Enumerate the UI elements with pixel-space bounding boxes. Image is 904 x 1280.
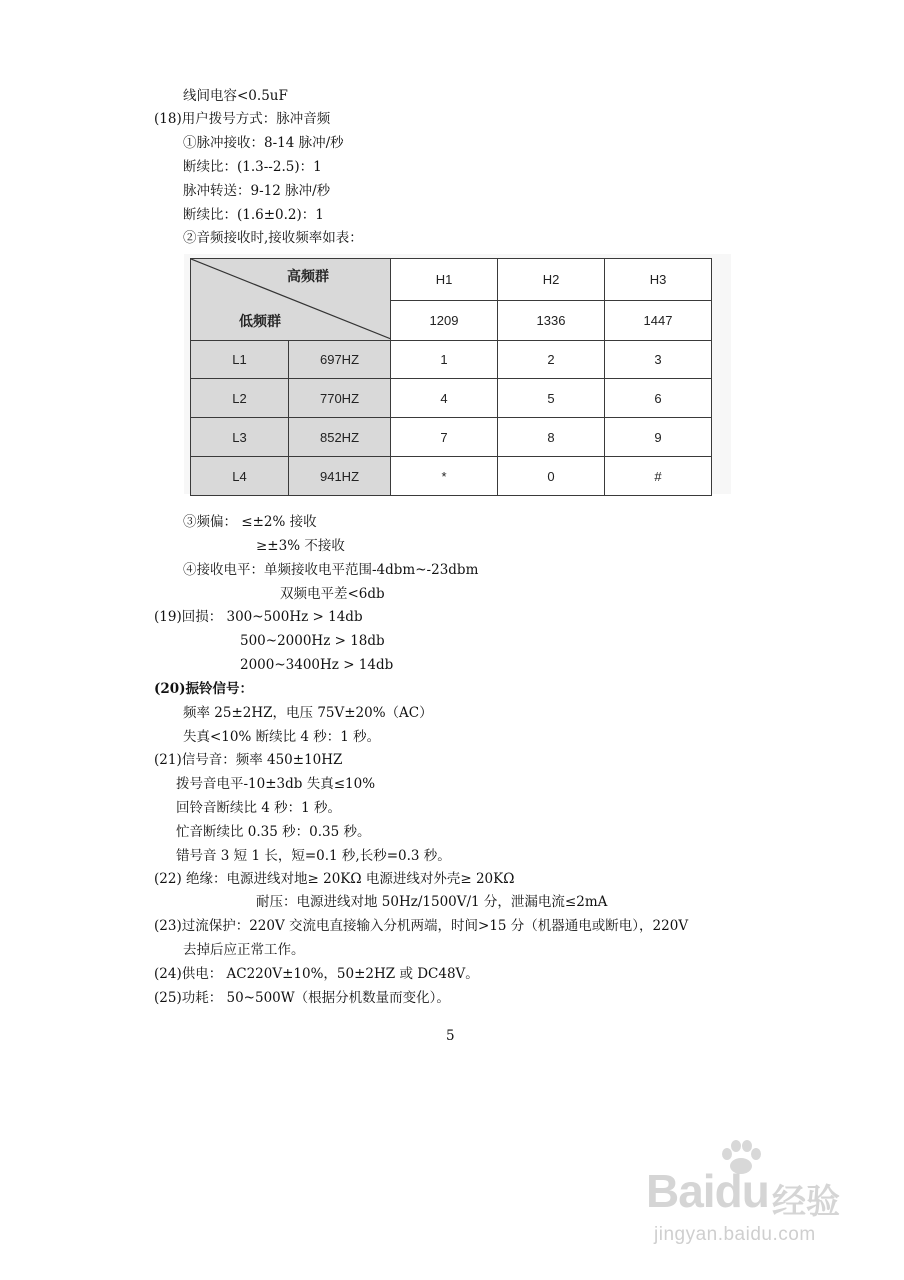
line-busy-tone: 忙音断续比 0.35 秒：0.35 秒。 bbox=[176, 824, 371, 840]
watermark-url: jingyan.baidu.com bbox=[654, 1224, 816, 1245]
section-22-title: (22) 绝缘：电源进线对地≥ 20KΩ 电源进线对外壳≥ 20KΩ bbox=[154, 871, 515, 887]
high-freq-h1: 1209 bbox=[391, 301, 498, 341]
table-row bbox=[191, 379, 712, 418]
line-pulse-receive: ①脉冲接收：8-14 脉冲/秒 bbox=[183, 135, 344, 151]
key-cell: 1 bbox=[391, 341, 498, 379]
line-return-loss-3: 2000~3400Hz > 14db bbox=[240, 657, 394, 673]
key-cell: 4 bbox=[391, 379, 498, 418]
corner-header-cell bbox=[191, 259, 391, 341]
dtmf-frequency-table bbox=[184, 254, 731, 494]
row-freq: 697HZ bbox=[289, 341, 391, 379]
row-freq: 852HZ bbox=[289, 418, 391, 457]
page-number: 5 bbox=[446, 1028, 455, 1044]
key-cell: 2 bbox=[498, 341, 605, 379]
key-cell: 3 bbox=[605, 341, 712, 379]
section-23-title: (23)过流保护：220V 交流电直接输入分机两端，时间>15 分（机器通电或断电），220V bbox=[154, 918, 689, 934]
line-freq-deviation: ③频偏： ≤±2% 接收 bbox=[183, 514, 317, 530]
high-header-h2: H2 bbox=[498, 259, 605, 301]
line-pulse-forward: 脉冲转送：9-12 脉冲/秒 bbox=[183, 183, 331, 199]
line-dial-tone: 拨号音电平-10±3db 失真≤10% bbox=[176, 776, 376, 792]
line-ring-freq: 频率 25±2HZ，电压 75V±20%（AC） bbox=[183, 705, 433, 721]
line-receive-level: ④接收电平：单频接收电平范围-4dbm~-23dbm bbox=[183, 562, 479, 578]
key-cell: * bbox=[391, 457, 498, 496]
line-ringback-tone: 回铃音断续比 4 秒：1 秒。 bbox=[176, 800, 342, 816]
line-withstand-voltage: 耐压：电源进线对地 50Hz/1500V/1 分，泄漏电流≤2mA bbox=[256, 894, 608, 910]
watermark-brand-bai: Bai bbox=[646, 1165, 715, 1217]
table-row bbox=[191, 341, 712, 379]
section-25-title: (25)功耗： 50~500W（根据分机数量而变化）。 bbox=[154, 990, 450, 1006]
watermark-brand bbox=[646, 1164, 769, 1218]
watermark-brand-du: du bbox=[714, 1165, 769, 1217]
line-dual-level-diff: 双频电平差<6db bbox=[280, 586, 385, 602]
line-overcurrent-cont: 去掉后应正常工作。 bbox=[183, 942, 305, 958]
line-break-ratio-1: 断续比：(1.3--2.5)：1 bbox=[183, 159, 322, 175]
key-cell: 5 bbox=[498, 379, 605, 418]
section-21-title: (21)信号音：频率 450±10HZ bbox=[154, 752, 343, 768]
line-return-loss-2: 500~2000Hz > 18db bbox=[240, 633, 385, 649]
watermark-jingyan: 经验 bbox=[772, 1182, 840, 1222]
key-cell: 9 bbox=[605, 418, 712, 457]
row-label: L1 bbox=[191, 341, 289, 379]
high-group-label: 高频群 bbox=[287, 268, 329, 284]
section-24-title: (24)供电： AC220V±10%，50±2HZ 或 DC48V。 bbox=[154, 966, 479, 982]
section-19-title: (19)回损： 300~500Hz > 14db bbox=[154, 609, 363, 625]
row-freq: 770HZ bbox=[289, 379, 391, 418]
line-break-ratio-2: 断续比：(1.6±0.2)：1 bbox=[183, 207, 324, 223]
section-18-title: (18)用户拨号方式：脉冲音频 bbox=[154, 111, 331, 127]
high-freq-h2: 1336 bbox=[498, 301, 605, 341]
table-row bbox=[191, 457, 712, 496]
line-tone-receive: ②音频接收时,接收频率如表： bbox=[183, 230, 363, 246]
key-cell: # bbox=[605, 457, 712, 496]
low-group-label: 低频群 bbox=[239, 313, 281, 329]
key-cell: 6 bbox=[605, 379, 712, 418]
key-cell: 8 bbox=[498, 418, 605, 457]
line-freq-deviation-reject: ≥±3% 不接收 bbox=[256, 538, 345, 554]
section-20-title: (20)振铃信号： bbox=[154, 681, 254, 697]
line-capacitance: 线间电容<0.5uF bbox=[183, 88, 288, 104]
high-header-h1: H1 bbox=[391, 259, 498, 301]
row-label: L2 bbox=[191, 379, 289, 418]
table-row bbox=[191, 418, 712, 457]
line-ring-distortion: 失真<10% 断续比 4 秒：1 秒。 bbox=[183, 729, 381, 745]
high-header-h3: H3 bbox=[605, 259, 712, 301]
high-freq-h3: 1447 bbox=[605, 301, 712, 341]
line-error-tone: 错号音 3 短 1 长，短=0.1 秒,长秒=0.3 秒。 bbox=[176, 848, 451, 864]
row-freq: 941HZ bbox=[289, 457, 391, 496]
key-cell: 7 bbox=[391, 418, 498, 457]
baidu-jingyan-watermark bbox=[640, 1140, 860, 1250]
key-cell: 0 bbox=[498, 457, 605, 496]
row-label: L4 bbox=[191, 457, 289, 496]
row-label: L3 bbox=[191, 418, 289, 457]
